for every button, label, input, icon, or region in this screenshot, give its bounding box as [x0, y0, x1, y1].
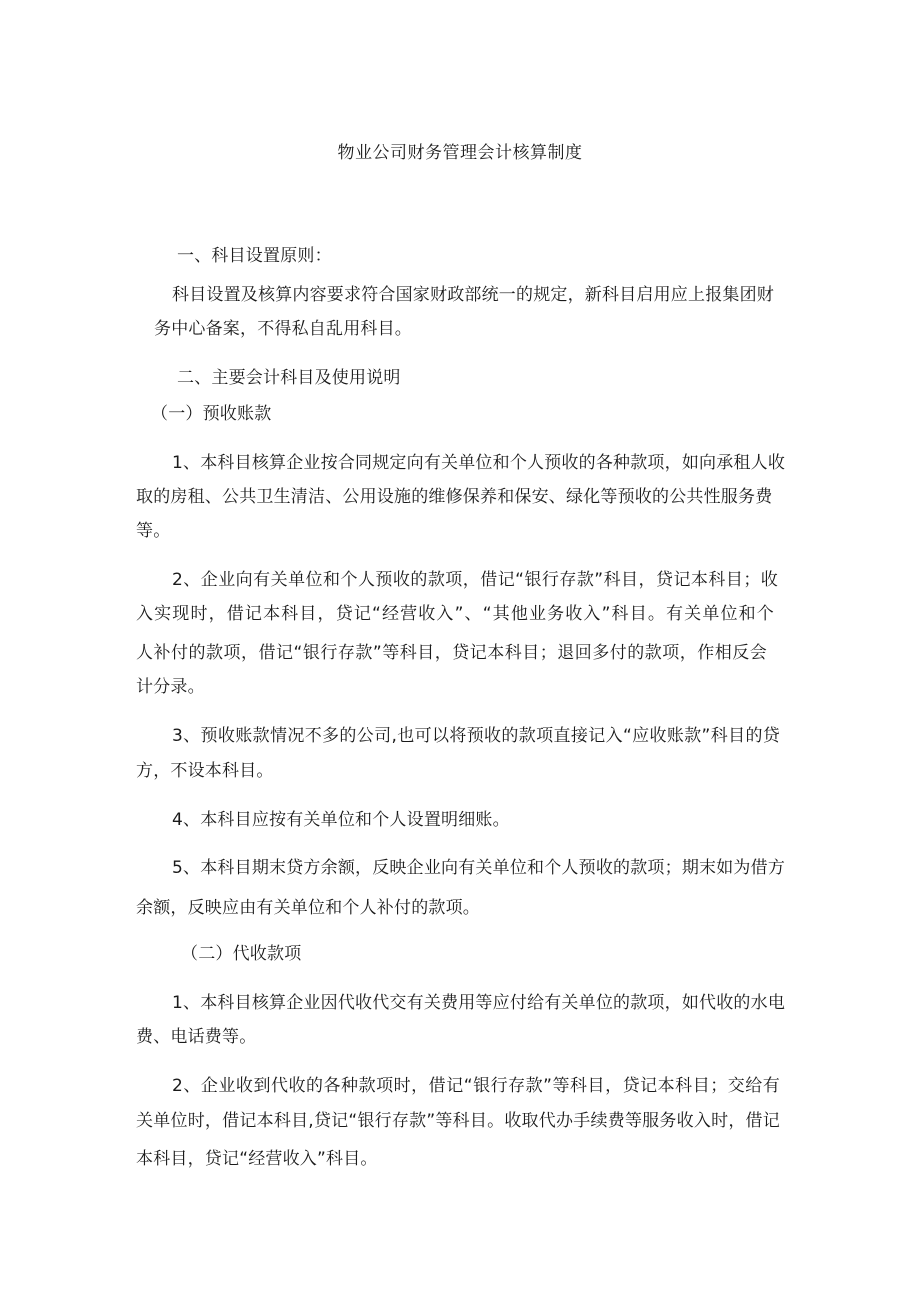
paragraph-line: 费、电话费等。: [136, 1027, 257, 1047]
paragraph-line: 1、本科目核算企业按合同规定向有关单位和个人预收的各种款项，如向承租人收: [172, 453, 786, 473]
section-heading-main-subjects: 二、主要会计科目及使用说明: [177, 368, 401, 388]
paragraph-line: 余额，反映应由有关单位和个人补付的款项。: [136, 898, 480, 918]
paragraph-line: 等。: [136, 521, 171, 541]
section-heading-subject-principles: 一、科目设置原则：: [177, 246, 332, 266]
paragraph-line: 1、本科目核算企业因代收代交有关费用等应付给有关单位的款项，如代收的水电: [172, 993, 786, 1013]
paragraph-line: 取的房租、公共卫生清洁、公用设施的维修保养和保安、绿化等预收的公共性服务费: [136, 487, 773, 507]
paragraph-line: 入实现时，借记本科目，贷记“经营收入”、“其他业务收入”科目。有关单位和个: [136, 604, 774, 624]
subsection-heading-advance-receipts: （一）预收账款: [151, 404, 272, 424]
paragraph-line: 关单位时，借记本科目,贷记“银行存款”等科目。收取代办手续费等服务收入时，借记: [136, 1111, 780, 1131]
paragraph-line: 本科目，贷记“经营收入”科目。: [136, 1149, 378, 1169]
paragraph-line: 人补付的款项，借记“银行存款”等科目，贷记本科目；退回多付的款项，作相反会: [136, 643, 767, 663]
paragraph-line: 方，不设本科目。: [136, 761, 274, 781]
subsection-heading-collections-on-behalf: （二）代收款项: [181, 944, 302, 964]
paragraph-line: 5、本科目期末贷方余额，反映企业向有关单位和个人预收的款项；期末如为借方: [172, 858, 786, 878]
paragraph-line: 科目设置及核算内容要求符合国家财政部统一的规定，新科目启用应上报集团财: [172, 285, 774, 305]
paragraph-line: 2、企业收到代收的各种款项时，借记“银行存款”等科目，贷记本科目；交给有: [172, 1076, 780, 1096]
paragraph-line: 4、本科目应按有关单位和个人设置明细账。: [172, 810, 510, 830]
document-title: 物业公司财务管理会计核算制度: [337, 143, 583, 163]
paragraph-line: 3、预收账款情况不多的公司,也可以将预收的款项直接记入“应收账款”科目的贷: [172, 726, 780, 746]
paragraph-line: 计分录。: [136, 677, 205, 697]
paragraph-line: 2、企业向有关单位和个人预收的款项，借记“银行存款”科目，贷记本科目；收: [172, 570, 778, 590]
paragraph-line: 务中心备案，不得私自乱用科目。: [154, 319, 412, 339]
